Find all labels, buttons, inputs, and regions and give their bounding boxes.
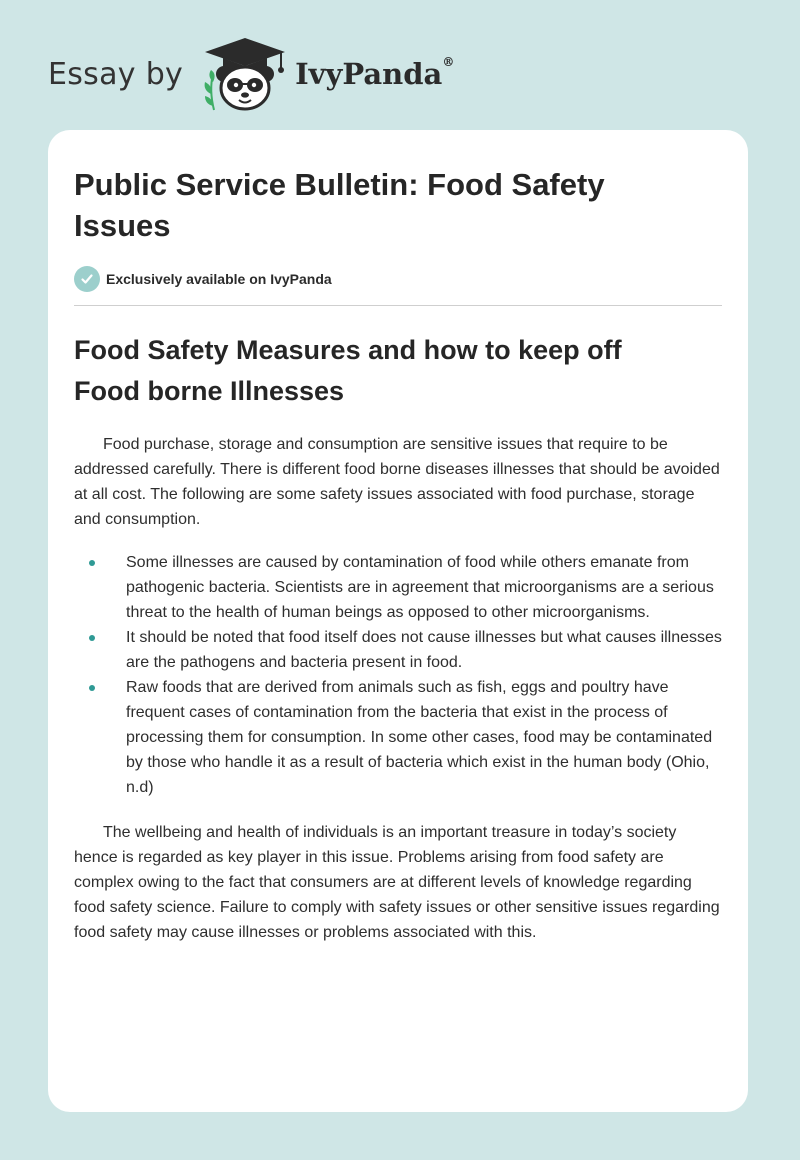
bullet-text: It should be noted that food itself does not cause illnesses but what causes illnesses are the pathogens and bacteria present in food. (126, 629, 722, 671)
panda-logo-icon (199, 34, 291, 114)
page-title: Public Service Bulletin: Food Safety Issues (74, 167, 605, 243)
bullet-dot-icon (89, 635, 95, 641)
essay-card (48, 130, 748, 1112)
intro-paragraph: Food purchase, storage and consumption are sensitive issues that require to be addressed carefully. There is different food borne diseases illnesses that should be avoided at all cost. The following are some safety issues associated with food purchase, storage and consumption. (74, 436, 720, 528)
closing-paragraph: The wellbeing and health of individuals is an important treasure in today’s society hence is regarded as key player in this issue. Problems arising from food safety are complex owing to the fact that consumers are at different levels of knowledge regarding food safety science. Failure to comply with safety issues or other sensitive issues regarding food safety may cause illnesses or problems associated with this. (74, 824, 720, 941)
bullet-item (126, 675, 722, 800)
check-icon (74, 266, 100, 292)
bullet-text: Some illnesses are caused by contamination of food while others emanate from pathogenic bacteria. Scientists are in agreement that microorganisms are a serious threat to the health of human beings as opposed to other microorganisms. (126, 554, 714, 621)
bullet-list (74, 550, 722, 800)
bullet-dot-icon (89, 685, 95, 691)
bullet-item (126, 625, 722, 675)
exclusive-label: Exclusively available on IvyPanda (106, 271, 332, 287)
section-heading: Food Safety Measures and how to keep off Food borne Illnesses (74, 335, 622, 406)
brand-prefix: Essay by (48, 56, 184, 92)
exclusive-badge (74, 266, 722, 292)
bullet-dot-icon (89, 560, 95, 566)
bullet-item (126, 550, 722, 625)
registered-mark: ® (442, 55, 455, 69)
divider (74, 305, 722, 306)
brand-name (295, 57, 454, 91)
brand-name-text: IvyPanda (295, 57, 443, 91)
brand-header (48, 34, 454, 114)
bullet-text: Raw foods that are derived from animals such as fish, eggs and poultry have frequent cases of contamination from the bacteria that exist in the process of processing them for consumption. In some other cases, food may be contaminated by those who handle it as a result of bacteria which exist in the human body (Ohio, n.d) (126, 679, 713, 796)
